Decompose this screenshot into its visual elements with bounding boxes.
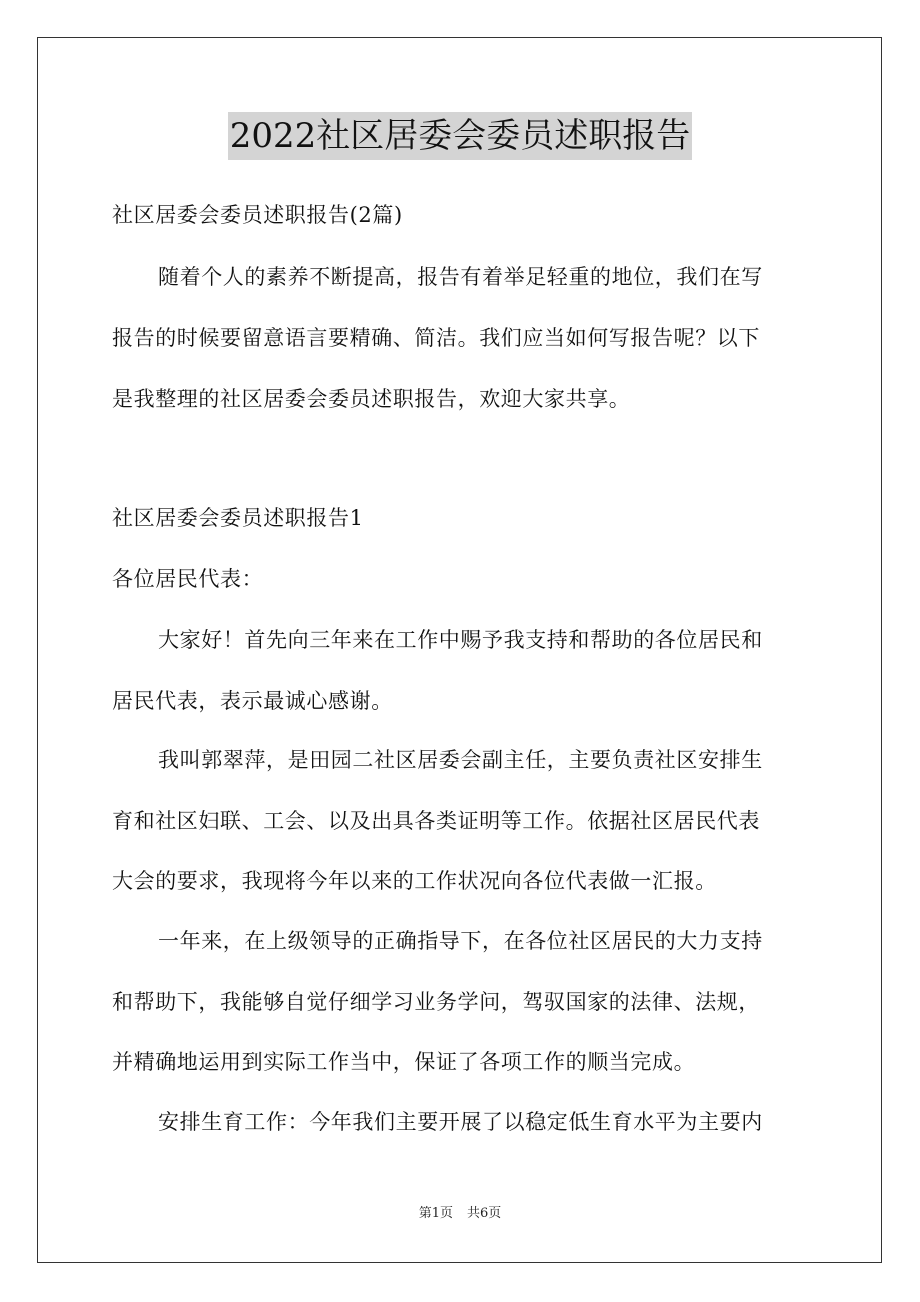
paragraph-line: 我叫郭翠萍，是田园二社区居委会副主任，主要负责社区安排生: [158, 748, 763, 772]
paragraph-line: 并精确地运用到实际工作当中，保证了各项工作的顺当完成。: [112, 1050, 696, 1074]
paragraph-line: 育和社区妇联、工会、以及出具各类证明等工作。依据社区居民代表: [112, 809, 760, 833]
page-current: 第1页: [418, 1206, 453, 1221]
paragraph-line: 安排生育工作：今年我们主要开展了以稳定低生育水平为主要内: [158, 1110, 763, 1134]
page-total: 共6页: [467, 1206, 502, 1221]
paragraph-line: 报告的时候要留意语言要精确、简洁。我们应当如何写报告呢？以下: [112, 326, 760, 350]
paragraph-line: 一年来，在上级领导的正确指导下，在各位社区居民的大力支持: [158, 929, 763, 953]
page-footer: [0, 1205, 920, 1223]
salutation: 各位居民代表：: [112, 567, 264, 591]
paragraph-line: 和帮助下，我能够自觉仔细学习业务学问，驾驭国家的法律、法规，: [112, 990, 760, 1014]
paragraph-line: 随着个人的素养不断提高，报告有着举足轻重的地位，我们在写: [158, 265, 763, 289]
paragraph-line: 大会的要求，我现将今年以来的工作状况向各位代表做一汇报。: [112, 869, 717, 893]
subtitle-line: 社区居委会委员述职报告(2篇): [112, 203, 403, 227]
section-heading: 社区居委会委员述职报告1: [112, 506, 364, 530]
paragraph-line: 是我整理的社区居委会委员述职报告，欢迎大家共享。: [112, 387, 631, 411]
paragraph-line: 居民代表，表示最诚心感谢。: [112, 689, 393, 713]
paragraph-line: 大家好！首先向三年来在工作中赐予我支持和帮助的各位居民和: [158, 628, 763, 652]
title-container: [0, 112, 920, 160]
document-title: 2022社区居委会委员述职报告: [228, 112, 693, 160]
